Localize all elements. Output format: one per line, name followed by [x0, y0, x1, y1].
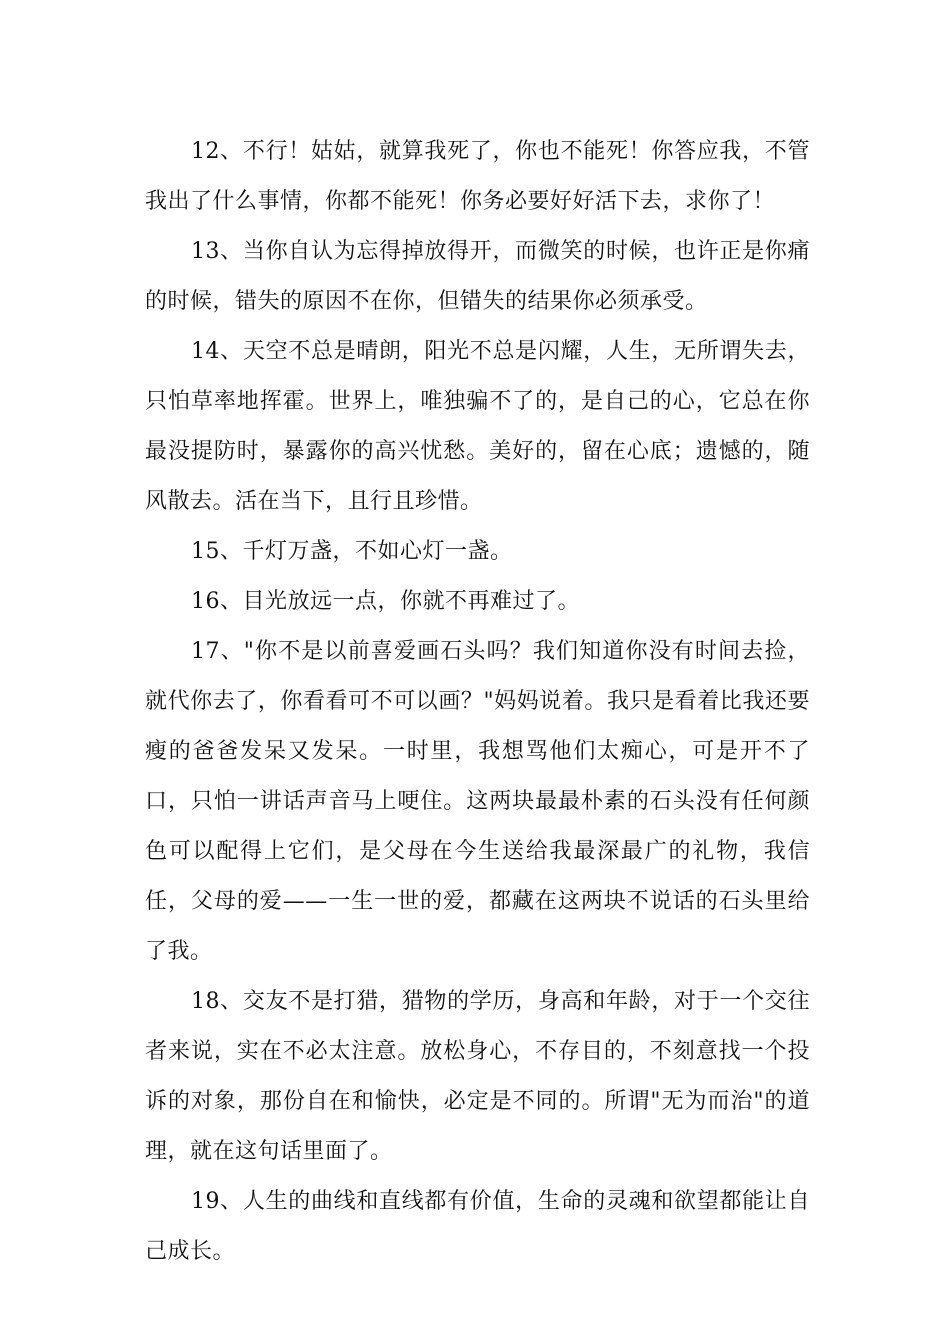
paragraph-17: 17、"你不是以前喜爱画石头吗？我们知道你没有时间去捡，就代你去了，你看看可不可以画？"妈妈说着。我只是看着比我还要瘦的爸爸发呆又发呆。一时里，我想骂他们太痴心，可是开不了口，只怕一讲话声音马上哽住。这两块最最朴素的石头没有任何颜色可以配得上它们，是父母在今生送给我最深最广的礼物，我信任，父母的爱——一生一世的爱，都藏在这两块不说话的石头里给了我。	[145, 639, 810, 964]
paragraph-19: 19、人生的曲线和直线都有价值，生命的灵魂和欲望都能让自己成长。	[145, 1189, 810, 1264]
paragraph-13: 13、当你自认为忘得掉放得开，而微笑的时候，也许正是你痛的时候，错失的原因不在你，但错失的结果你必须承受。	[145, 239, 810, 314]
paragraph-12: 12、不行！姑姑，就算我死了，你也不能死！你答应我，不管我出了什么事情，你都不能死！你务必要好好活下去，求你了！	[145, 139, 810, 214]
paragraph-16: 16、目光放远一点，你就不再难过了。	[191, 589, 580, 614]
paragraph-14: 14、天空不总是晴朗，阳光不总是闪耀，人生，无所谓失去，只怕草率地挥霍。世界上，唯独骗不了的，是自己的心，它总在你最没提防时，暴露你的高兴忧愁。美好的，留在心底；遗憾的，随风散去。活在当下，且行且珍惜。	[145, 339, 810, 514]
document-body	[145, 127, 810, 1277]
paragraph-18: 18、交友不是打猎，猎物的学历，身高和年龄，对于一个交往者来说，实在不必太注意。放松身心，不存目的，不刻意找一个投诉的对象，那份自在和愉快，必定是不同的。所谓"无为而治"的道理，就在这句话里面了。	[145, 989, 810, 1164]
paragraph-15: 15、千灯万盏，不如心灯一盏。	[191, 539, 513, 564]
